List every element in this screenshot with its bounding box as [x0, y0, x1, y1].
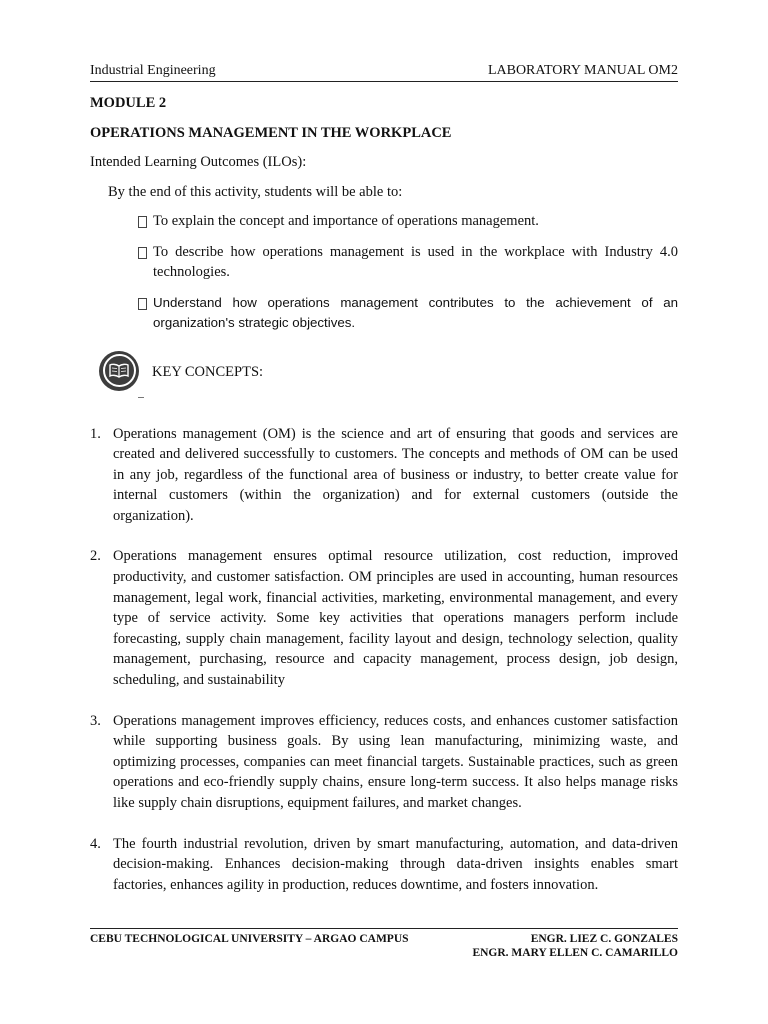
bullet-box-icon	[138, 216, 147, 228]
key-concepts-section	[90, 351, 678, 401]
ilo-item-text: To explain the concept and importance of operations management.	[153, 213, 539, 229]
ilo-item	[138, 211, 678, 232]
ilo-item-text: To describe how operations management is used in the workplace with Industry 4.0 technologies.	[153, 243, 678, 280]
footer-author-1: ENGR. LIEZ C. GONZALES	[530, 933, 678, 945]
footer-author-2: ENGR. MARY ELLEN C. CAMARILLO	[472, 947, 678, 959]
bullet-box-icon	[138, 247, 147, 259]
ilo-list	[138, 211, 678, 334]
concept-item	[90, 546, 678, 690]
concepts-list	[90, 424, 678, 896]
concept-number: 3.	[90, 712, 101, 729]
key-concepts-label: KEY CONCEPTS:	[152, 363, 264, 380]
page-footer	[90, 928, 678, 960]
concept-item	[90, 711, 678, 814]
footer-institution: CEBU TECHNOLOGICAL UNIVERSITY – ARGAO CAMPUS	[90, 933, 409, 945]
page-header	[90, 62, 678, 82]
document-page	[90, 62, 678, 915]
decorative-mark	[138, 397, 144, 398]
module-number: MODULE 2	[90, 95, 167, 111]
concept-text: Operations management ensures optimal resource utilization, cost reduction, improved productivity, and customer satisfaction. OM principles are used in accounting, human resources management, legal work, financial activities, marketing, environmental management, and every type of service activity. Some key activities that operations managers perform include forecasting, supply chain management, facility layout and design, technology selection, quality management, purchasing, resource and capacity management, process design, job design, scheduling, and sustainability	[113, 548, 678, 689]
book-icon	[99, 351, 139, 391]
concept-text: Operations management improves efficiency, reduces costs, and enhances customer satisfaction while supporting business goals. By using lean manufacturing, minimizing waste, and optimizing processes, companies can meet financial targets. Sustainable practices, such as green operations and eco-friendly supply chains, ensure long-term success. It also helps manage risks like supply chain disruptions, equipment failures, and market changes.	[113, 712, 678, 811]
concept-number: 1.	[90, 425, 101, 442]
concept-number: 2.	[90, 548, 101, 565]
ilo-item-text: Understand how operations management contributes to the achievement of an organization's strategic objectives.	[153, 294, 678, 330]
concept-text: Operations management (OM) is the science and art of ensuring that goods and services are created and delivered successfully to customers. The concepts and methods of OM can be used in any job, regardless of the functional area of business or industry, to better create value for internal customers (within the organization) and for external customers (outside the organization).	[113, 425, 678, 524]
header-department: Industrial Engineering	[90, 63, 216, 78]
header-manual-title: LABORATORY MANUAL OM2	[487, 63, 678, 78]
concept-text: The fourth industrial revolution, driven by smart manufacturing, automation, and data-driven decision-making. Enhances decision-making through data-driven insights enables smart factories, enhances agility in production, reduces downtime, and fosters innovation.	[113, 835, 678, 893]
ilo-heading: Intended Learning Outcomes (ILOs):	[90, 154, 307, 170]
concept-number: 4.	[90, 835, 101, 852]
concept-item	[90, 834, 678, 896]
ilo-intro: By the end of this activity, students will be able to:	[108, 184, 403, 200]
concept-item	[90, 424, 678, 527]
bullet-box-icon	[138, 298, 147, 310]
ilo-item	[138, 293, 678, 334]
ilo-item	[138, 242, 678, 283]
module-title: OPERATIONS MANAGEMENT IN THE WORKPLACE	[90, 125, 452, 141]
